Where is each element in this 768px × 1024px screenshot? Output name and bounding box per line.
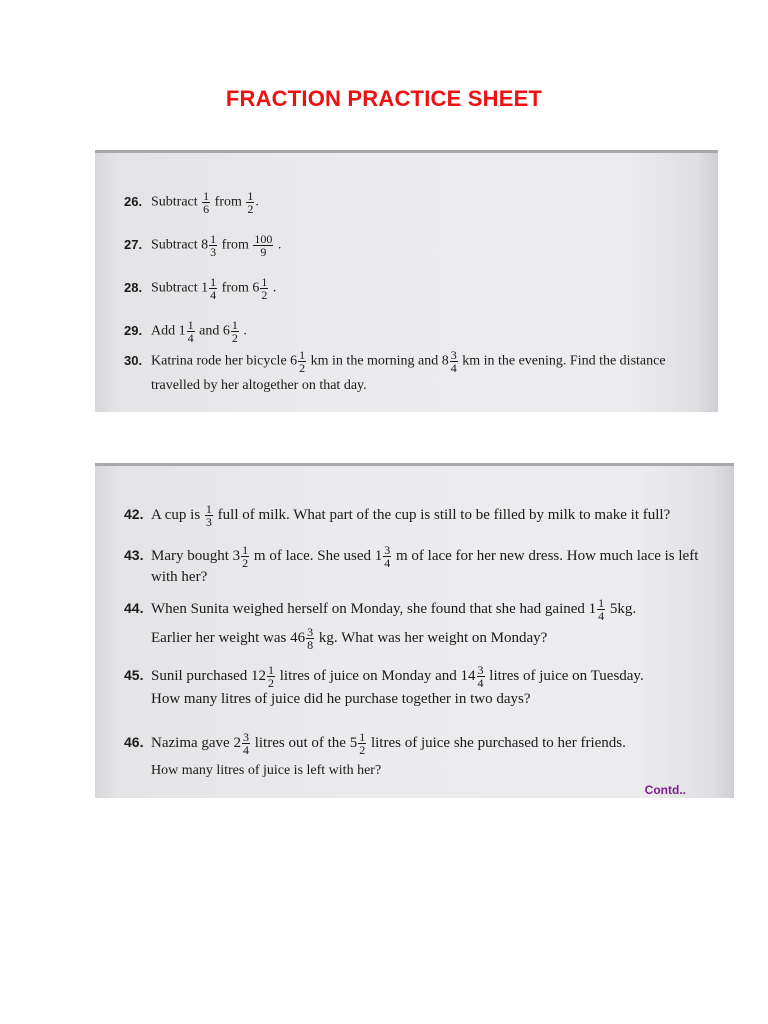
question-text: Nazima gave <box>151 734 230 751</box>
fraction: $\frac{100}{9}$ <box>254 232 273 259</box>
fraction: $\frac{1}{6}$ <box>203 189 210 216</box>
question-text: Mary bought <box>151 547 229 564</box>
fraction: $\frac{1}{2}$ <box>242 543 249 570</box>
question-30-line2: travelled by her altogether on that day. <box>151 378 367 393</box>
question-text: km in the evening. Find the distance <box>462 353 666 369</box>
question-text: Subtract <box>151 280 198 296</box>
question-text: litres of juice on Tuesday. <box>489 667 644 684</box>
fraction: $\frac{3}{4}$ <box>477 663 484 690</box>
question-text: from <box>221 237 249 253</box>
fraction: $\frac{1}{2}$ <box>359 730 366 757</box>
fraction: $\frac{1}{2}$ <box>261 275 268 302</box>
question-text: litres out of the <box>254 734 346 751</box>
question-number: 44. <box>124 599 144 616</box>
question-44: 44. When Sunita weighed herself on Monday, she found that she had gained 1 $\frac{1}{4}$ 5kg. <box>124 596 637 623</box>
fraction: $\frac{1}{3}$ <box>205 502 212 529</box>
question-number: 43. <box>124 546 144 563</box>
question-text: km in the morning and <box>310 353 439 369</box>
question-28: 28. Subtract 1 $\frac{1}{4}$ from 6 $\frac{1}{2}$ . <box>124 275 277 302</box>
fraction: $\frac{1}{4}$ <box>210 275 217 302</box>
question-text: A cup is <box>151 506 201 523</box>
question-43: 43. Mary bought 3 $\frac{1}{2}$ m of lace. She used 1 $\frac{3}{4}$ m of lace for her new dress. How much lace is left <box>124 543 699 570</box>
question-text: Katrina rode her bicycle <box>151 353 287 369</box>
question-number: 29. <box>124 322 143 338</box>
question-number: 30. <box>124 352 143 368</box>
fraction: $\frac{1}{4}$ <box>187 318 194 345</box>
fraction: $\frac{1}{2}$ <box>231 318 238 345</box>
question-text: litres of juice on Monday and <box>279 667 457 684</box>
question-text: litres of juice she purchased to her friends. <box>370 734 626 751</box>
question-text: Subtract <box>151 194 198 210</box>
page-title: FRACTION PRACTICE SHEET <box>225 86 543 111</box>
question-text: full of milk. What part of the cup is still to be filled by milk to make it full? <box>217 506 671 523</box>
fraction: $\frac{1}{2}$ <box>267 663 274 690</box>
fraction: $\frac{1}{3}$ <box>210 232 217 259</box>
question-number: 28. <box>124 279 143 295</box>
fraction: $\frac{1}{2}$ <box>299 348 306 375</box>
question-30: 30. Katrina rode her bicycle 6 $\frac{1}{2}$ km in the morning and 8 $\frac{3}{4}$ km in the evening. Find the distance <box>124 348 666 375</box>
question-46-line2: How many litres of juice is left with her? <box>151 763 382 778</box>
question-text: and <box>199 323 220 339</box>
question-27: 27. Subtract 8 $\frac{1}{3}$ from $\frac{100}{9}$ . <box>124 232 282 259</box>
question-number: 45. <box>124 666 144 683</box>
question-text: 5kg. <box>609 600 637 617</box>
fraction: $\frac{1}{4}$ <box>598 596 605 623</box>
question-number: 26. <box>124 193 143 209</box>
question-text: When Sunita weighed herself on Monday, she found that she had gained <box>151 600 585 617</box>
question-26: 26. Subtract $\frac{1}{6}$ from $\frac{1}{2}$ . <box>124 189 259 216</box>
fraction: $\frac{3}{4}$ <box>242 730 249 757</box>
fraction: $\frac{3}{8}$ <box>307 625 314 652</box>
question-text: Sunil purchased <box>151 667 248 684</box>
question-46: 46. Nazima gave 2 $\frac{3}{4}$ litres out of the 5 $\frac{1}{2}$ litres of juice she purchased to her friends. <box>124 730 626 757</box>
fraction: $\frac{3}{4}$ <box>384 543 391 570</box>
continued-label: Contd.. <box>644 783 686 797</box>
question-43-line2: with her? <box>151 569 208 585</box>
question-45: 45. Sunil purchased 12 $\frac{1}{2}$ litres of juice on Monday and 14 $\frac{3}{4}$ litres of juice on Tuesday. <box>124 663 644 690</box>
question-text: Subtract <box>151 237 198 253</box>
question-text: m of lace. She used <box>253 547 371 564</box>
question-panel-1 <box>95 150 718 412</box>
question-panel-2 <box>95 463 734 798</box>
fraction: $\frac{1}{2}$ <box>247 189 254 216</box>
question-44-line2: Earlier her weight was 46 $\frac{3}{8}$ kg. What was her weight on Monday? <box>151 625 548 652</box>
question-29: 29. Add 1 $\frac{1}{4}$ and 6 $\frac{1}{2}$ . <box>124 318 247 345</box>
question-45-line2: How many litres of juice did he purchase together in two days? <box>151 691 531 707</box>
question-text: from <box>221 280 249 296</box>
question-text: from <box>214 194 242 210</box>
question-number: 27. <box>124 236 143 252</box>
question-number: 42. <box>124 505 144 522</box>
question-text: Add <box>151 323 176 339</box>
fraction: $\frac{3}{4}$ <box>450 348 457 375</box>
question-42 <box>124 503 670 528</box>
question-text: m of lace for her new dress. How much lace is left <box>395 547 699 564</box>
question-number: 46. <box>124 733 144 750</box>
